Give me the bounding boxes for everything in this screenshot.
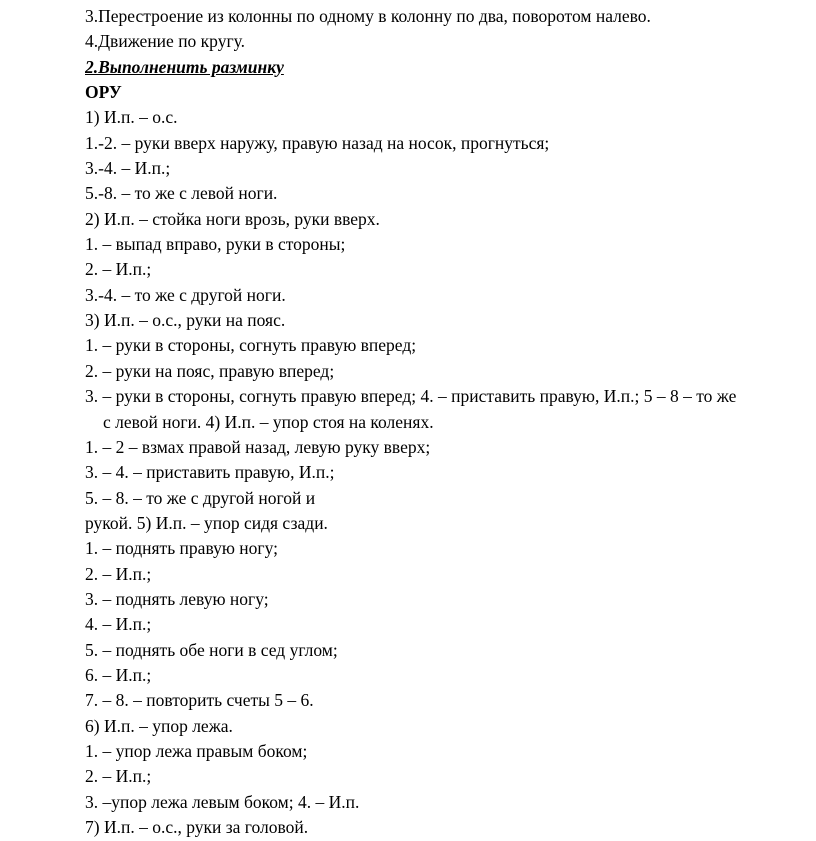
text-line: 7. – 8. – повторить счеты 5 – 6. — [85, 690, 314, 711]
text-line: 1) И.п. – о.с. — [85, 107, 178, 128]
text-line: 6. – И.п.; — [85, 664, 152, 685]
text-line: 1. – поднять правую ногу; — [85, 538, 278, 559]
text-line: 5.-8. – то же с левой ноги. — [85, 183, 278, 204]
text-line: 4. – И.п.; — [85, 614, 152, 635]
section-heading: 2.Выполненить разминку — [85, 56, 284, 77]
text-line: 5. – 8. – то же с другой ногой и — [85, 487, 316, 508]
text-line: 3.-4. – то же с другой ноги. — [85, 284, 286, 305]
text-line: 4.Движение по кругу. — [85, 31, 246, 52]
text-line: 1. – 2 – взмах правой назад, левую руку вверх; — [85, 436, 431, 457]
text-line: 6) И.п. – упор лежа. — [85, 715, 233, 736]
text-line: 5. – поднять обе ноги в сед углом; — [85, 639, 338, 660]
text-line: 3) И.п. – о.с., руки на пояс. — [85, 310, 286, 331]
text-line: 1.-2. – руки вверх наружу, правую назад на носок, прогнуться; — [85, 132, 550, 153]
text-line: 7) И.п. – о.с., руки за головой. — [85, 817, 309, 837]
subsection-heading: ОРУ — [85, 82, 122, 103]
text-line: 1. – упор лежа правым боком; — [85, 740, 308, 761]
text-line: 2. – И.п.; — [85, 766, 152, 787]
text-line: 3. – 4. – приставить правую, И.п.; — [85, 462, 335, 483]
text-line: рукой. 5) И.п. – упор сидя сзади. — [85, 512, 328, 533]
text-line: 2) И.п. – стойка ноги врозь, руки вверх. — [85, 208, 380, 229]
text-line: 3.Перестроение из колонны по одному в колонну по два, поворотом налево. — [85, 6, 651, 26]
text-line: 2. – И.п.; — [85, 259, 152, 280]
text-line: 2. – И.п.; — [85, 563, 152, 584]
text-line: 1. – выпад вправо, руки в стороны; — [85, 234, 346, 255]
text-line: 3. – поднять левую ногу; — [85, 588, 269, 609]
text-line: 3.-4. – И.п.; — [85, 158, 171, 179]
text-line: 1. – руки в стороны, согнуть правую вперед; — [85, 335, 417, 356]
text-line: 3. – руки в стороны, согнуть правую вперед; 4. – приставить правую, И.п.; 5 – 8 – то же — [85, 386, 737, 407]
text-line: 3. –упор лежа левым боком; 4. – И.п. — [85, 791, 360, 812]
text-line: 2. – руки на пояс, правую вперед; — [85, 360, 335, 381]
text-line: с левой ноги. 4) И.п. – упор стоя на коленях. — [103, 411, 434, 432]
